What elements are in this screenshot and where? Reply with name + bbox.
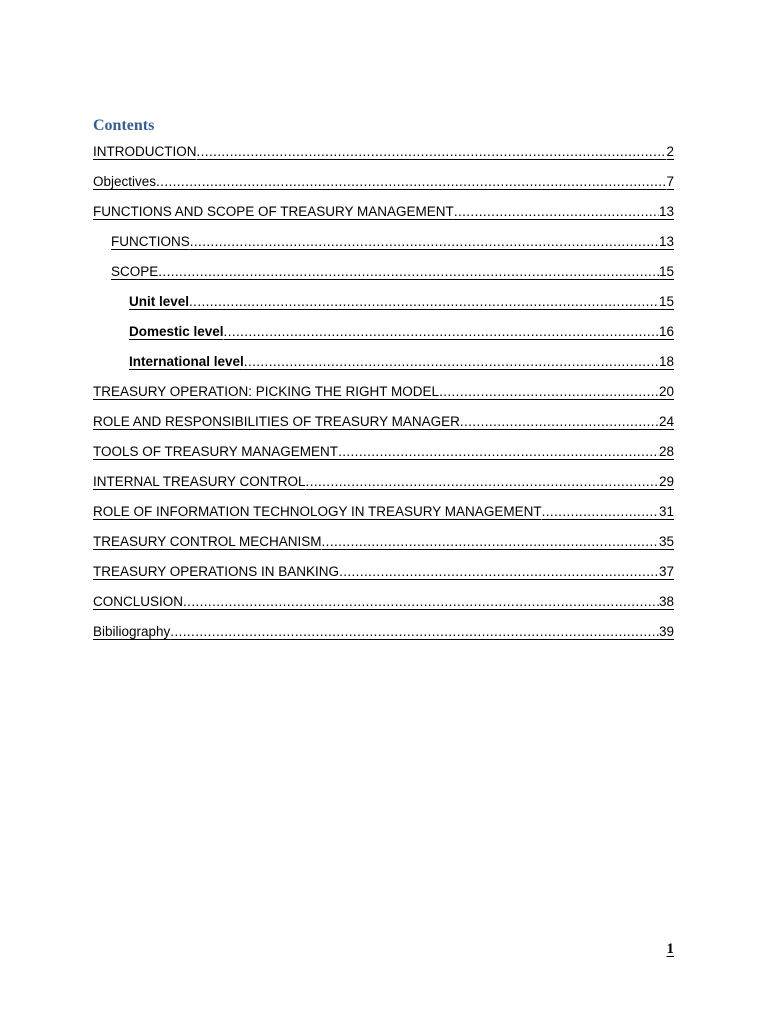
toc-entry[interactable]: [129, 290, 674, 310]
toc-entry[interactable]: [93, 200, 674, 220]
toc-entry-title: TREASURY CONTROL MECHANISM: [93, 534, 322, 549]
toc-entry-page-number: 35: [658, 534, 674, 549]
toc-entry[interactable]: [111, 230, 674, 250]
toc-dot-leader: [170, 624, 659, 640]
toc-entry-title: SCOPE: [111, 264, 159, 279]
toc-entry[interactable]: [93, 440, 674, 460]
toc-entry-title: International level: [129, 354, 244, 369]
toc-dot-leader: [190, 234, 659, 250]
toc-entry-page-number: 15: [658, 294, 674, 309]
toc-entry-page-number: 7: [666, 174, 674, 189]
toc-dot-leader: [542, 504, 659, 520]
toc-entry-page-number: 2: [666, 144, 674, 159]
toc-entry[interactable]: [93, 410, 674, 430]
toc-dot-leader: [197, 144, 667, 160]
toc-entry-page-number: 18: [658, 354, 674, 369]
toc-entry-page-number: 13: [658, 234, 674, 249]
toc-dot-leader: [454, 204, 659, 220]
toc-entry-title: Unit level: [129, 294, 190, 309]
toc-entry[interactable]: [93, 590, 674, 610]
toc-entry-title: INTERNAL TREASURY CONTROL: [93, 474, 306, 489]
toc-entry[interactable]: [93, 500, 674, 520]
toc-entry-page-number: 15: [658, 264, 674, 279]
toc-dot-leader: [460, 414, 659, 430]
toc-entry-page-number: 24: [658, 414, 674, 429]
toc-dot-leader: [306, 474, 659, 490]
toc-entry-page-number: 13: [658, 204, 674, 219]
toc-entry-page-number: 16: [658, 324, 674, 339]
toc-dot-leader: [189, 294, 659, 310]
page-number: 1: [666, 941, 674, 957]
toc-entry[interactable]: [111, 260, 674, 280]
toc-entry-page-number: 38: [658, 594, 674, 609]
toc-entry-title: TOOLS OF TREASURY MANAGEMENT: [93, 444, 339, 459]
toc-entry[interactable]: [93, 530, 674, 550]
toc-entry-page-number: 28: [658, 444, 674, 459]
toc-entry[interactable]: [93, 170, 674, 190]
toc-entry-title: Objectives: [93, 174, 157, 189]
toc-entry[interactable]: [93, 560, 674, 580]
toc-entry-title: Bibiliography: [93, 624, 171, 639]
toc-entry-page-number: 20: [658, 384, 674, 399]
toc-dot-leader: [338, 444, 659, 460]
toc-entry-title: Domestic level: [129, 324, 224, 339]
toc-heading: Contents: [93, 117, 155, 134]
toc-entry-title: CONCLUSION: [93, 594, 184, 609]
toc-entry[interactable]: [129, 320, 674, 340]
toc-entry-title: ROLE AND RESPONSIBILITIES OF TREASURY MANAGER: [93, 414, 460, 429]
toc-dot-leader: [339, 564, 659, 580]
toc-entry[interactable]: [129, 350, 674, 370]
toc-entry[interactable]: [93, 380, 674, 400]
toc-entry[interactable]: [93, 140, 674, 160]
toc-entry-title: TREASURY OPERATIONS IN BANKING: [93, 564, 340, 579]
toc-entry-page-number: 37: [658, 564, 674, 579]
toc-dot-leader: [322, 534, 659, 550]
toc-dot-leader: [183, 594, 659, 610]
toc-entry-page-number: 29: [658, 474, 674, 489]
toc-entry-title: FUNCTIONS: [111, 234, 190, 249]
toc-entry-title: INTRODUCTION: [93, 144, 197, 159]
toc-entry-title: TREASURY OPERATION: PICKING THE RIGHT MODEL: [93, 384, 440, 399]
toc-dot-leader: [244, 354, 659, 370]
toc-entry-page-number: 39: [658, 624, 674, 639]
toc-entry-title: FUNCTIONS AND SCOPE OF TREASURY MANAGEMENT: [93, 204, 454, 219]
toc-dot-leader: [439, 384, 659, 400]
toc-entry[interactable]: [93, 470, 674, 490]
toc-dot-leader: [224, 324, 659, 340]
toc-dot-leader: [158, 264, 659, 280]
toc-entry-page-number: 31: [658, 504, 674, 519]
toc-entry[interactable]: [93, 620, 674, 640]
toc-entry-title: ROLE OF INFORMATION TECHNOLOGY IN TREASURY MANAGEMENT: [93, 504, 542, 519]
toc-dot-leader: [156, 174, 666, 190]
